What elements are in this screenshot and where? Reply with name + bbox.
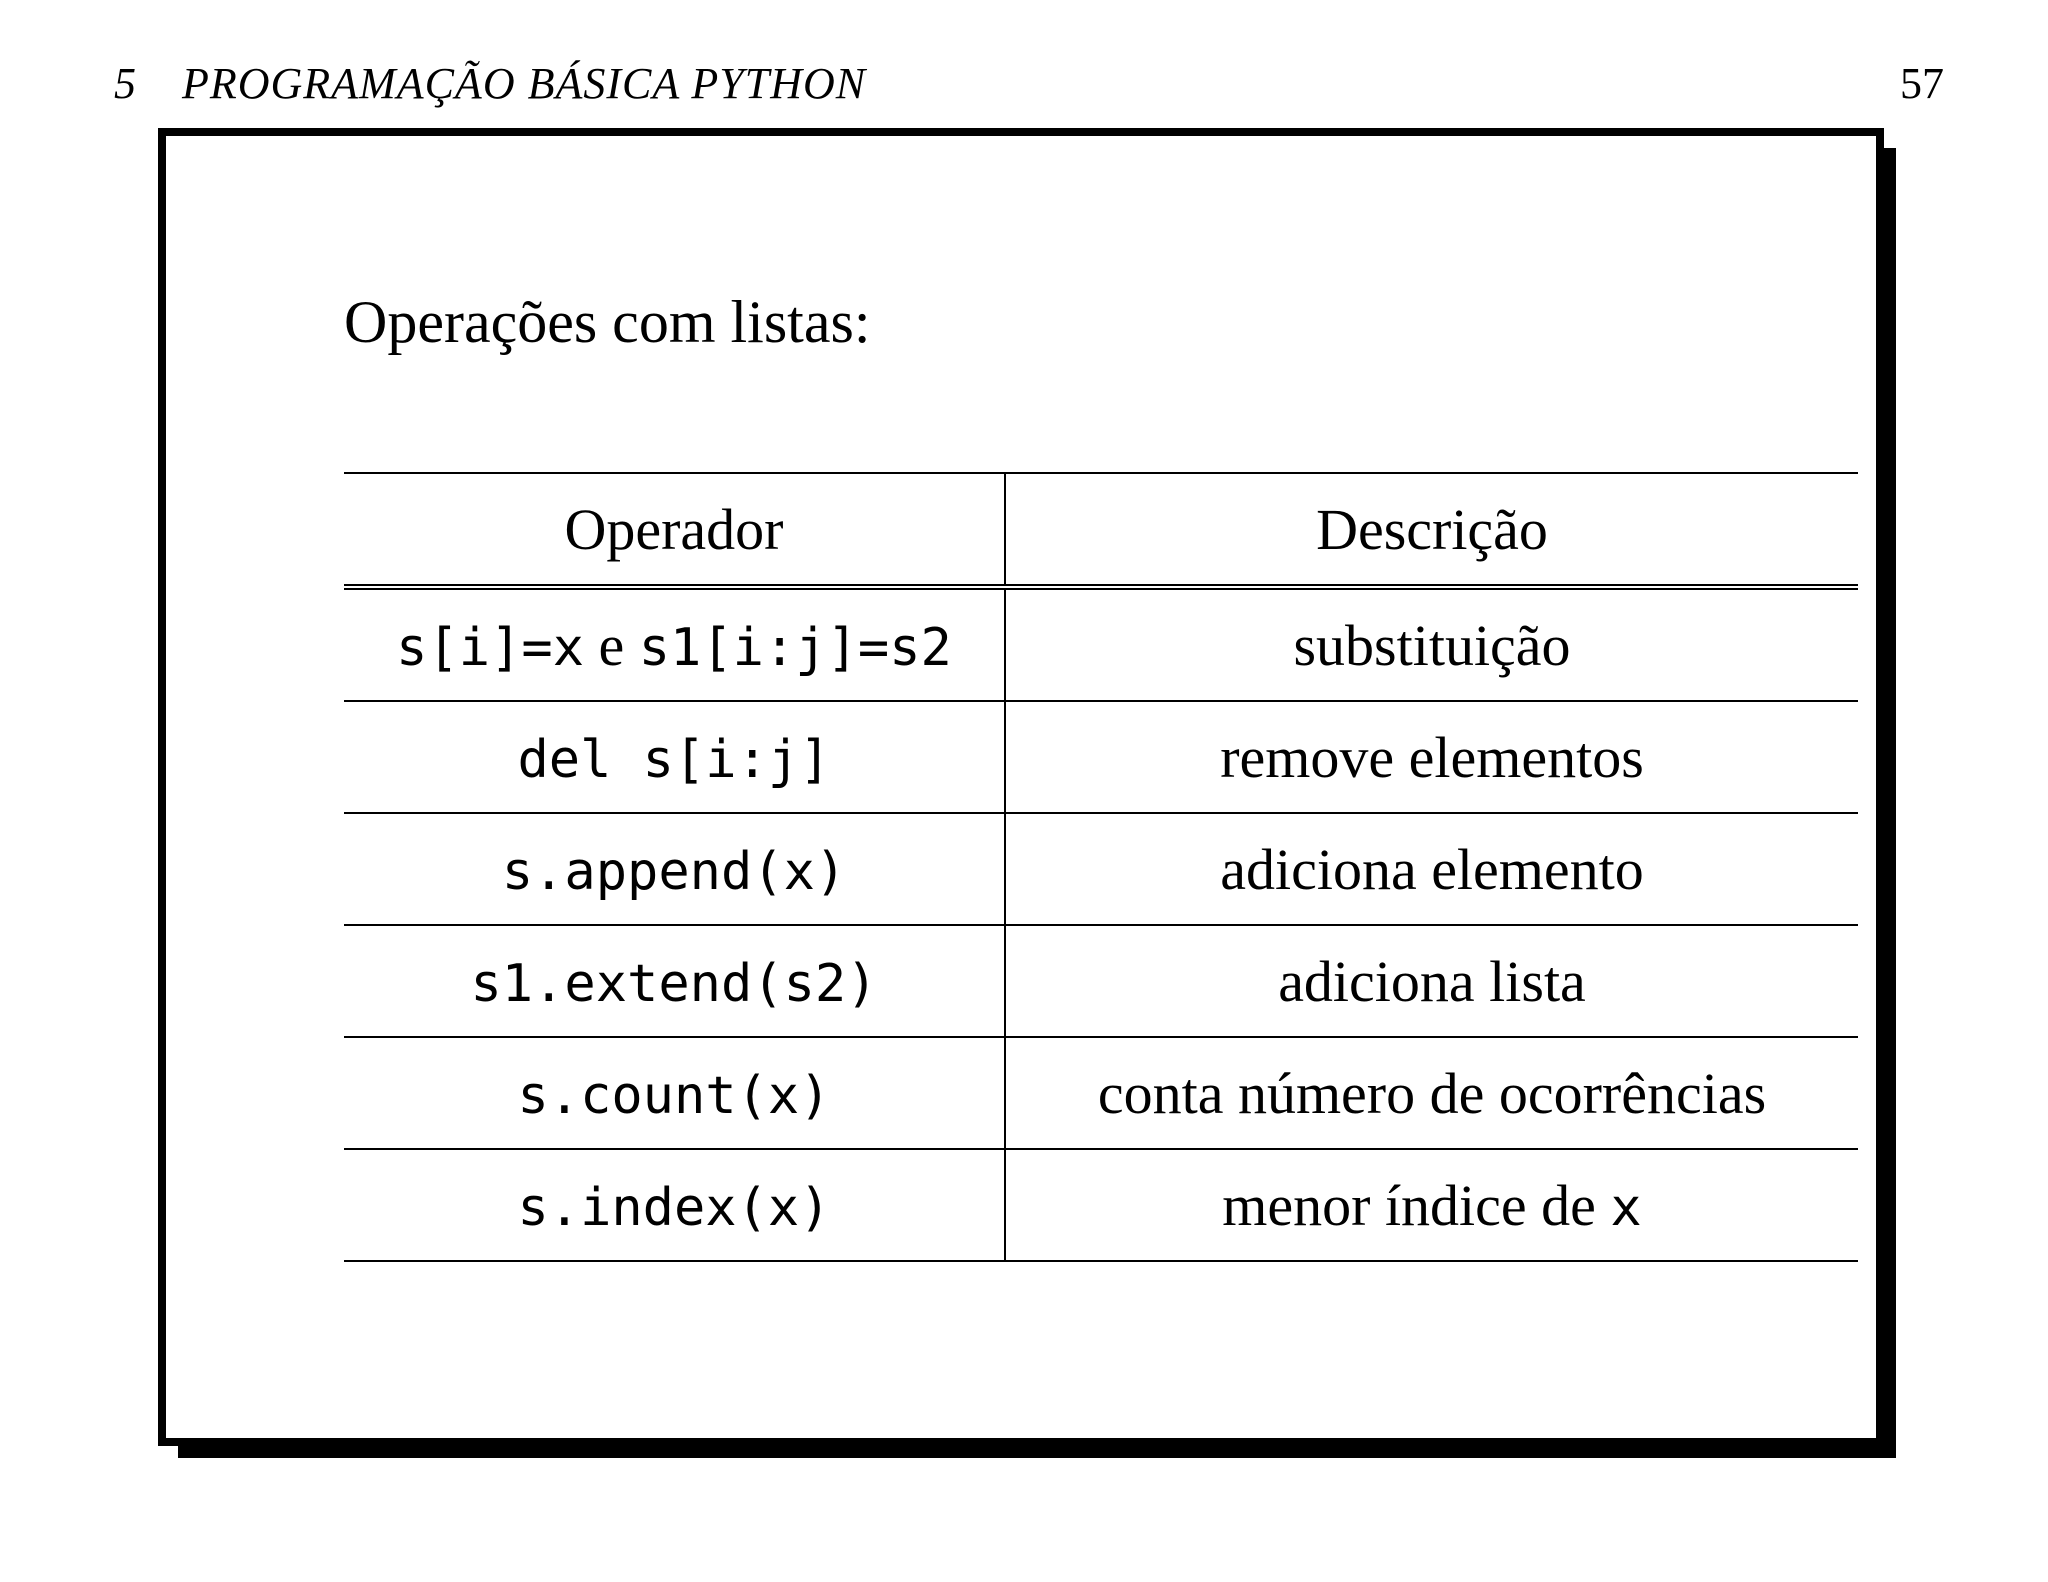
table-row bbox=[344, 1149, 1858, 1261]
description-cell: adiciona elemento bbox=[1220, 836, 1644, 902]
table-header-row bbox=[344, 473, 1858, 587]
table-row bbox=[344, 587, 1858, 701]
table-row bbox=[344, 1037, 1858, 1149]
description-cell: conta número de ocorrências bbox=[1097, 1060, 1767, 1126]
table-row bbox=[344, 701, 1858, 813]
description-cell: substituição bbox=[1293, 612, 1571, 678]
description-cell bbox=[1005, 1149, 1858, 1261]
operator-code: s1.extend(s2) bbox=[470, 953, 878, 1014]
description-cell: remove elementos bbox=[1220, 724, 1644, 790]
description-code: x bbox=[1610, 1177, 1642, 1238]
operator-joiner: e bbox=[584, 612, 639, 678]
operator-cell bbox=[344, 1149, 1005, 1261]
section-number: 5 bbox=[114, 59, 136, 108]
column-header-operator: Operador bbox=[344, 473, 1005, 587]
slide-frame bbox=[158, 128, 1884, 1446]
running-header bbox=[114, 58, 1944, 108]
operator-code: del s[i:j] bbox=[517, 729, 831, 790]
section-title: PROGRAMAÇÃO BÁSICA PYTHON bbox=[182, 59, 867, 108]
slide-title: Operações com listas: bbox=[344, 289, 871, 355]
description-cell: adiciona lista bbox=[1278, 948, 1586, 1014]
operator-cell bbox=[344, 925, 1005, 1037]
table-row bbox=[344, 925, 1858, 1037]
description-text: menor índice de bbox=[1222, 1172, 1611, 1238]
operator-cell bbox=[344, 1037, 1005, 1149]
page-number: 57 bbox=[1900, 59, 1944, 108]
column-header-description: Descrição bbox=[1005, 473, 1858, 587]
operator-code: s.index(x) bbox=[517, 1177, 831, 1238]
operator-cell bbox=[344, 587, 1005, 701]
operator-code: s[i]=x bbox=[396, 617, 584, 678]
operator-cell bbox=[344, 813, 1005, 925]
operations-table bbox=[344, 472, 1858, 1262]
operator-code: s1[i:j]=s2 bbox=[638, 617, 952, 678]
operator-cell bbox=[344, 701, 1005, 813]
table-row bbox=[344, 813, 1858, 925]
operator-code: s.count(x) bbox=[517, 1065, 831, 1126]
operator-code: s.append(x) bbox=[501, 841, 847, 902]
